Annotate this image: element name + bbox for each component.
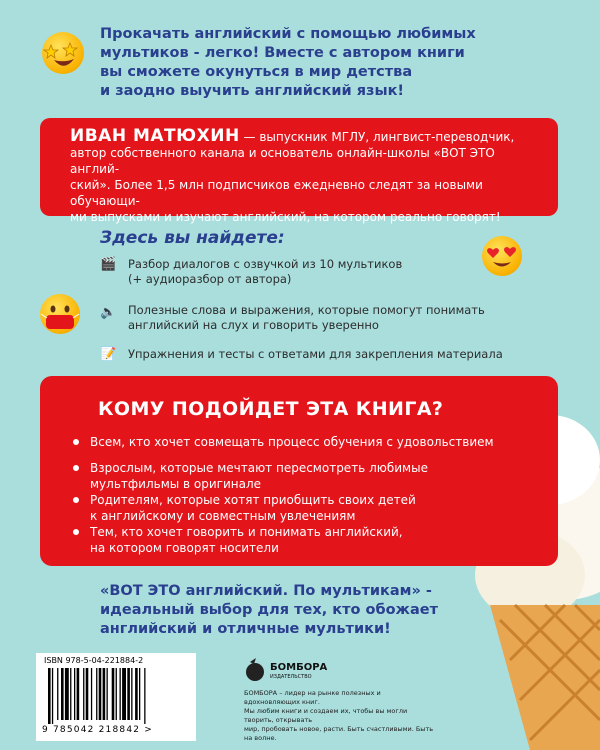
barcode-bar xyxy=(135,668,138,720)
barcode-bar xyxy=(127,668,130,720)
barcode-bar xyxy=(116,668,117,720)
bombora-logo-icon xyxy=(244,656,266,682)
barcode-bar xyxy=(70,668,71,720)
isbn-barcode-box xyxy=(36,653,196,741)
audience-text: мультфильмы в оригинале xyxy=(90,477,262,491)
author-block xyxy=(40,118,558,224)
audience-text: Тем, кто хочет говорить и понимать английский, xyxy=(90,525,403,539)
publisher-desc-line: БОМБОРА – лидер на рынке полезных и вдохновляющих книг. xyxy=(244,689,381,706)
barcode-bar xyxy=(112,668,115,720)
outro-line: английский и отличные мультики! xyxy=(100,621,391,637)
barcode-bar xyxy=(52,668,53,724)
barcode-bar xyxy=(103,668,106,720)
feature-text: (+ аудиоразбор от автора) xyxy=(128,272,292,286)
barcode-bar xyxy=(91,668,92,720)
publisher-desc-line: Мы любим книги и создаем их, чтобы вы могли творить, открывать xyxy=(244,707,408,724)
author-text: ми выпусками и изучают английский, на котором реально говорят! xyxy=(70,210,501,224)
intro-line: и заодно выучить английский язык! xyxy=(100,83,405,99)
outro-line: идеальный выбор для тех, кто обожает xyxy=(100,602,439,618)
barcode-bar xyxy=(65,668,69,720)
barcode-bar xyxy=(131,668,132,720)
barcode-bar xyxy=(139,668,140,720)
barcode-bar xyxy=(86,668,89,720)
publisher-description xyxy=(244,689,434,743)
barcode-bar xyxy=(96,668,97,720)
feature-item xyxy=(128,347,528,362)
barcode-bar xyxy=(99,668,102,720)
ean-end-mark: > xyxy=(144,725,153,735)
ean-right-group: 218842 xyxy=(98,725,141,735)
barcode-bar xyxy=(74,668,75,720)
audience-item xyxy=(90,460,510,492)
audience-item xyxy=(90,524,510,556)
feature-item xyxy=(128,257,528,287)
audience-item xyxy=(90,434,510,450)
mask-emoji-icon xyxy=(40,294,80,334)
publisher-subtitle: ИЗДАТЕЛЬСТВО xyxy=(270,674,312,680)
barcode-bar xyxy=(57,668,58,720)
ean-first-digit: 9 xyxy=(42,725,49,735)
intro-line: Прокачать английский с помощью любимых xyxy=(100,26,476,42)
intro-text xyxy=(100,25,570,101)
notepad-icon: 📝 xyxy=(100,347,117,362)
target-audience-block xyxy=(40,376,558,566)
feature-item xyxy=(128,303,528,333)
barcode-bar xyxy=(144,668,145,724)
outro-text xyxy=(100,582,520,639)
outro-line: «ВОТ ЭТО английский. По мультикам» - xyxy=(100,583,432,599)
barcode-bar xyxy=(120,668,121,720)
ean-left-group: 785042 xyxy=(53,725,95,735)
barcode-bar xyxy=(61,668,64,720)
author-text: автор собственного канала и основатель онлайн-школы «ВОТ ЭТО англий- xyxy=(70,146,495,176)
barcode-bar xyxy=(122,668,126,720)
author-name: ИВАН МАТЮХИН xyxy=(70,126,240,146)
barcode-bar xyxy=(48,668,51,724)
ean-number xyxy=(42,725,153,735)
audience-text: Взрослым, которые мечтают пересмотреть любимые xyxy=(90,461,428,475)
barcode xyxy=(46,668,184,724)
intro-line: вы сможете окунуться в мир детства xyxy=(100,64,413,80)
barcode-bar xyxy=(77,668,80,720)
feature-text: Полезные слова и выражения, которые помогут понимать xyxy=(128,303,485,317)
audience-text: к английскому и совместным увлечениям xyxy=(90,509,356,523)
audience-item xyxy=(90,492,510,524)
isbn-label: ISBN 978-5-04-221884-2 xyxy=(44,656,144,665)
feature-text: английский на слух и говорить уверенно xyxy=(128,318,379,332)
audience-text: Родителям, которые хотят приобщить своих детей xyxy=(90,493,416,507)
feature-text: Разбор диалогов с озвучкой из 10 мультиков xyxy=(128,257,403,271)
intro-line: мультиков - легко! Вместе с автором книги xyxy=(100,45,465,61)
barcode-bar xyxy=(83,668,84,720)
audience-text: на котором говорят носители xyxy=(90,541,279,555)
speaker-icon: 🔈 xyxy=(100,305,117,320)
star-eyes-emoji-icon xyxy=(42,32,84,74)
target-audience-title: КОМУ ПОДОЙДЕТ ЭТА КНИГА? xyxy=(98,398,444,420)
clapperboard-icon: 🎬 xyxy=(100,257,117,272)
audience-text: Всем, кто хочет совмещать процесс обучения с удовольствием xyxy=(90,435,494,449)
author-text: — выпускник МГЛУ, лингвист-переводчик, xyxy=(239,130,515,144)
publisher-name: БОМБОРА xyxy=(270,662,328,673)
publisher-desc-line: мир, пробовать новое, расти. Быть счастливыми. Быть на волне. xyxy=(244,725,434,742)
features-title: Здесь вы найдете: xyxy=(100,228,285,248)
author-text: ский». Более 1,5 млн подписчиков ежедневно следят за новыми обучающи- xyxy=(70,178,483,208)
feature-text: Упражнения и тесты с ответами для закрепления материала xyxy=(128,347,503,361)
barcode-bar xyxy=(107,668,108,720)
